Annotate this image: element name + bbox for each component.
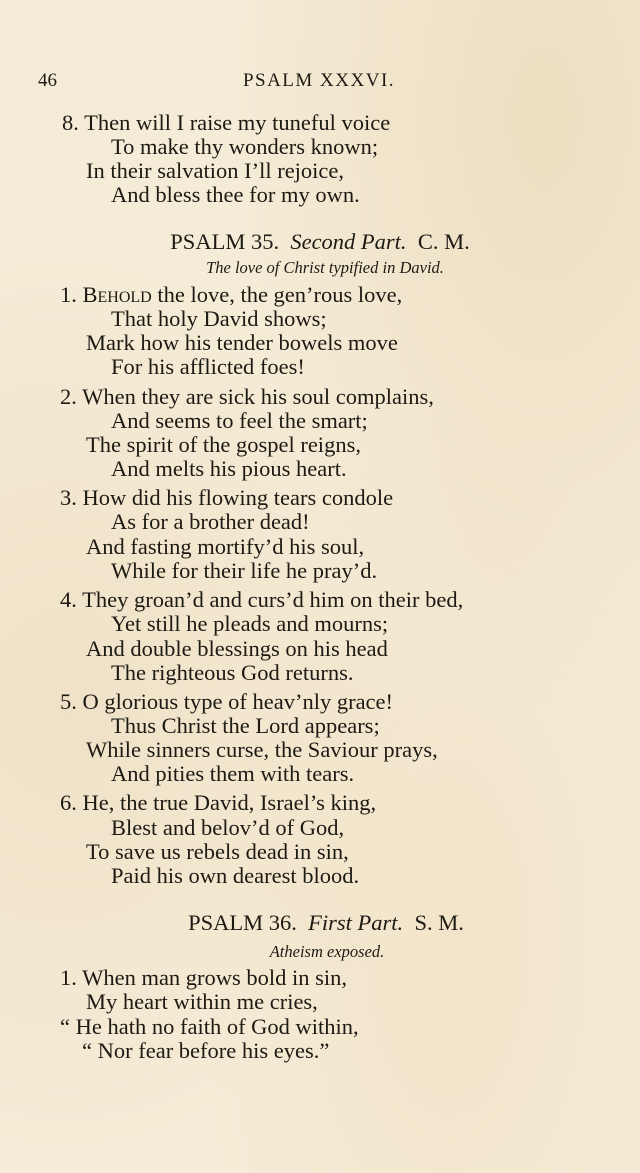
psalm-number: PSALM 36. — [188, 910, 297, 935]
verse-line: The righteous God returns. — [111, 660, 354, 685]
verse-line: 2. When they are sick his soul complains, — [60, 384, 434, 409]
verse-line: As for a brother dead! — [111, 509, 310, 534]
verse-line: In their salvation I’ll rejoice, — [86, 158, 345, 183]
verse-line: And melts his pious heart. — [111, 456, 347, 481]
psalm-36-subtitle: Atheism exposed. — [269, 942, 385, 961]
verse-text: the love, the gen’rous love, — [151, 282, 403, 307]
verse-line: And pities them with tears. — [111, 761, 355, 786]
psalm-36-title — [12, 910, 640, 936]
psalm-number: PSALM 35. — [170, 229, 280, 254]
page-number: 46 — [38, 70, 57, 91]
initial-word: Behold — [82, 282, 152, 307]
psalm-35-title — [0, 229, 640, 255]
psalm-meter: C. M. — [417, 229, 470, 254]
psalm-meter: S. M. — [414, 910, 464, 935]
verse-line: 6. He, the true David, Israel’s king, — [60, 790, 377, 815]
verse-line: 3. How did his flowing tears condole — [60, 485, 394, 510]
verse-line: “ He hath no faith of God within, — [60, 1014, 359, 1039]
stanza-number: 1. — [60, 282, 77, 307]
verse-line: 8. Then will I raise my tuneful voice — [62, 110, 391, 135]
page-header — [38, 70, 600, 96]
verse-line: 1. When man grows bold in sin, — [60, 965, 348, 990]
verse-line: For his afflicted foes! — [111, 354, 305, 379]
verse-line: That holy David shows; — [111, 306, 327, 331]
psalm-part: Second Part. — [290, 229, 407, 254]
running-head: PSALM XXXVI. — [242, 70, 396, 91]
verse-line: “ Nor fear before his eyes.” — [82, 1038, 330, 1063]
verse-line: While sinners curse, the Saviour prays, — [86, 737, 438, 762]
verse-line: 4. They groan’d and curs’d him on their bed, — [60, 587, 464, 612]
verse-line: While for their life he pray’d. — [111, 558, 378, 583]
verse-line: And double blessings on his head — [86, 636, 388, 661]
verse-line: Paid his own dearest blood. — [111, 863, 360, 888]
verse-line: And seems to feel the smart; — [111, 408, 368, 433]
verse-line: To make thy wonders known; — [111, 134, 379, 159]
psalm-35-subtitle: The love of Christ typified in David. — [206, 258, 444, 277]
verse-line: And fasting mortify’d his soul, — [86, 534, 365, 559]
verse-line: Mark how his tender bowels move — [86, 330, 398, 355]
verse-line: The spirit of the gospel reigns, — [86, 432, 361, 457]
psalm-part: First Part. — [308, 910, 404, 935]
verse-line: 5. O glorious type of heav’nly grace! — [60, 689, 394, 714]
verse-line: To save us rebels dead in sin, — [86, 839, 349, 864]
verse-line: My heart within me cries, — [86, 989, 318, 1014]
verse-line — [60, 284, 402, 307]
verse-line: Yet still he pleads and mourns; — [111, 611, 389, 636]
verse-line: And bless thee for my own. — [111, 182, 360, 207]
verse-line: Thus Christ the Lord appears; — [111, 713, 380, 738]
verse-line: Blest and belov’d of God, — [111, 815, 345, 840]
